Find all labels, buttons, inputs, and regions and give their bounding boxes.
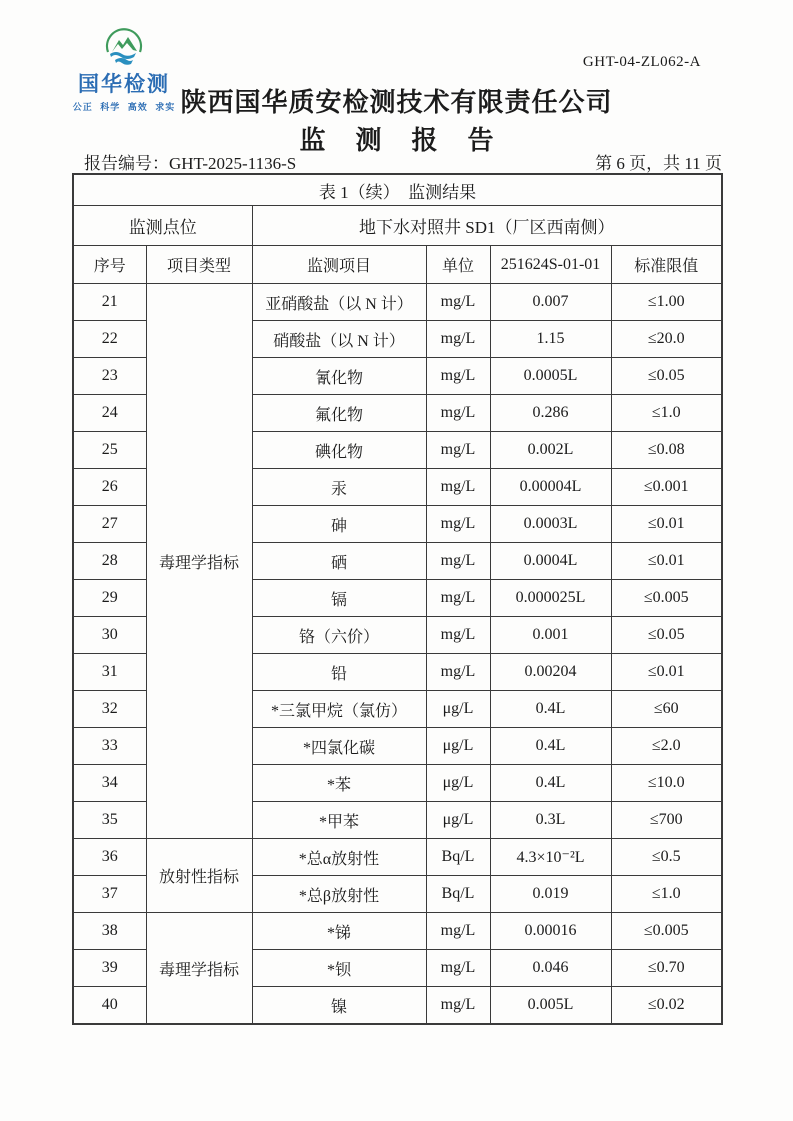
project-type-cell: 毒理学指标 (146, 284, 252, 839)
result-cell: 0.00004L (490, 469, 611, 506)
unit-cell: mg/L (426, 617, 490, 654)
monitor-item-cell: 砷 (252, 506, 426, 543)
unit-cell: mg/L (426, 654, 490, 691)
unit-cell: mg/L (426, 432, 490, 469)
limit-cell: ≤0.08 (611, 432, 722, 469)
logo-tagline: 公正 科学 高效 求实 (72, 102, 176, 113)
project-type-cell: 放射性指标 (146, 839, 252, 913)
result-cell: 0.001 (490, 617, 611, 654)
monitor-item-cell: 汞 (252, 469, 426, 506)
row-index-cell: 32 (73, 691, 146, 728)
result-cell: 0.3L (490, 802, 611, 839)
mountain-water-icon (100, 26, 148, 72)
site-label-cell: 监测点位 (73, 206, 252, 246)
unit-cell: mg/L (426, 543, 490, 580)
unit-cell: mg/L (426, 987, 490, 1025)
table-row (73, 284, 722, 321)
unit-cell: mg/L (426, 950, 490, 987)
monitor-item-cell: 镍 (252, 987, 426, 1025)
result-cell: 1.15 (490, 321, 611, 358)
limit-cell: ≤0.005 (611, 913, 722, 950)
row-index-cell: 23 (73, 358, 146, 395)
row-index-cell: 33 (73, 728, 146, 765)
result-cell: 0.0004L (490, 543, 611, 580)
limit-cell: ≤0.5 (611, 839, 722, 876)
result-cell: 0.4L (490, 728, 611, 765)
monitor-item-cell: 碘化物 (252, 432, 426, 469)
row-index-cell: 28 (73, 543, 146, 580)
monitor-item-cell: 铬（六价） (252, 617, 426, 654)
limit-cell: ≤0.70 (611, 950, 722, 987)
company-title: 陕西国华质安检测技术有限责任公司 (180, 87, 613, 117)
monitor-item-cell: *苯 (252, 765, 426, 802)
results-table (72, 173, 723, 1025)
row-index-cell: 35 (73, 802, 146, 839)
col-header-sample: 251624S-01-01 (490, 246, 611, 284)
unit-cell: mg/L (426, 580, 490, 617)
unit-cell: Bq/L (426, 876, 490, 913)
document-code: GHT-04-ZL062-A (582, 54, 701, 70)
row-index-cell: 26 (73, 469, 146, 506)
result-cell: 0.4L (490, 765, 611, 802)
logo-name: 国华检测 (78, 73, 170, 96)
unit-cell: mg/L (426, 395, 490, 432)
row-index-cell: 37 (73, 876, 146, 913)
row-index-cell: 30 (73, 617, 146, 654)
unit-cell: mg/L (426, 358, 490, 395)
result-cell: 4.3×10⁻²L (490, 839, 611, 876)
row-index-cell: 36 (73, 839, 146, 876)
report-number (84, 149, 296, 174)
row-index-cell: 38 (73, 913, 146, 950)
result-cell: 0.00016 (490, 913, 611, 950)
monitor-item-cell: *钡 (252, 950, 426, 987)
result-cell: 0.019 (490, 876, 611, 913)
monitor-item-cell: 硝酸盐（以 N 计） (252, 321, 426, 358)
row-index-cell: 31 (73, 654, 146, 691)
row-index-cell: 29 (73, 580, 146, 617)
unit-cell: mg/L (426, 469, 490, 506)
monitor-item-cell: *总α放射性 (252, 839, 426, 876)
result-cell: 0.4L (490, 691, 611, 728)
limit-cell: ≤60 (611, 691, 722, 728)
row-index-cell: 21 (73, 284, 146, 321)
unit-cell: mg/L (426, 913, 490, 950)
limit-cell: ≤2.0 (611, 728, 722, 765)
limit-cell: ≤1.00 (611, 284, 722, 321)
monitor-item-cell: 镉 (252, 580, 426, 617)
row-index-cell: 40 (73, 987, 146, 1025)
monitor-item-cell: 铅 (252, 654, 426, 691)
limit-cell: ≤20.0 (611, 321, 722, 358)
result-cell: 0.286 (490, 395, 611, 432)
limit-cell: ≤0.01 (611, 543, 722, 580)
site-value-cell: 地下水对照井 SD1（厂区西南侧） (252, 206, 722, 246)
unit-cell: mg/L (426, 506, 490, 543)
limit-cell: ≤0.01 (611, 654, 722, 691)
unit-cell: μg/L (426, 765, 490, 802)
result-cell: 0.002L (490, 432, 611, 469)
project-type-cell: 毒理学指标 (146, 913, 252, 1025)
monitor-item-cell: *总β放射性 (252, 876, 426, 913)
limit-cell: ≤0.05 (611, 617, 722, 654)
result-cell: 0.046 (490, 950, 611, 987)
col-header-unit: 单位 (426, 246, 490, 284)
result-cell: 0.00204 (490, 654, 611, 691)
report-number-label: 报告编号： (84, 154, 169, 173)
table-title-row (73, 174, 722, 206)
result-cell: 0.0005L (490, 358, 611, 395)
report-meta (84, 149, 722, 174)
table-row (73, 839, 722, 876)
unit-cell: μg/L (426, 802, 490, 839)
col-header-item: 监测项目 (252, 246, 426, 284)
results-tbody (73, 284, 722, 1025)
report-number-value: GHT-2025-1136-S (169, 154, 297, 173)
monitor-item-cell: *三氯甲烷（氯仿） (252, 691, 426, 728)
limit-cell: ≤10.0 (611, 765, 722, 802)
unit-cell: μg/L (426, 728, 490, 765)
monitor-item-cell: 硒 (252, 543, 426, 580)
column-header-row (73, 246, 722, 284)
result-cell: 0.0003L (490, 506, 611, 543)
unit-cell: mg/L (426, 321, 490, 358)
result-cell: 0.000025L (490, 580, 611, 617)
page-indicator: 第 6 页，共 11 页 (595, 154, 722, 173)
unit-cell: mg/L (426, 284, 490, 321)
row-index-cell: 39 (73, 950, 146, 987)
monitor-item-cell: 氰化物 (252, 358, 426, 395)
unit-cell: Bq/L (426, 839, 490, 876)
monitor-item-cell: 氟化物 (252, 395, 426, 432)
result-cell: 0.007 (490, 284, 611, 321)
table-title: 表 1（续） 监测结果 (73, 174, 722, 206)
limit-cell: ≤0.001 (611, 469, 722, 506)
monitor-item-cell: *锑 (252, 913, 426, 950)
monitor-item-cell: *四氯化碳 (252, 728, 426, 765)
col-header-index: 序号 (73, 246, 146, 284)
report-title-text: 监测报告 (299, 125, 524, 155)
col-header-type: 项目类型 (146, 246, 252, 284)
row-index-cell: 25 (73, 432, 146, 469)
limit-cell: ≤1.0 (611, 876, 722, 913)
table-row (73, 913, 722, 950)
row-index-cell: 34 (73, 765, 146, 802)
limit-cell: ≤0.02 (611, 987, 722, 1025)
limit-cell: ≤700 (611, 802, 722, 839)
monitor-item-cell: 亚硝酸盐（以 N 计） (252, 284, 426, 321)
limit-cell: ≤0.05 (611, 358, 722, 395)
limit-cell: ≤1.0 (611, 395, 722, 432)
limit-cell: ≤0.005 (611, 580, 722, 617)
result-cell: 0.005L (490, 987, 611, 1025)
col-header-limit: 标准限值 (611, 246, 722, 284)
row-index-cell: 24 (73, 395, 146, 432)
monitor-item-cell: *甲苯 (252, 802, 426, 839)
unit-cell: μg/L (426, 691, 490, 728)
site-row (73, 206, 722, 246)
row-index-cell: 27 (73, 506, 146, 543)
row-index-cell: 22 (73, 321, 146, 358)
limit-cell: ≤0.01 (611, 506, 722, 543)
